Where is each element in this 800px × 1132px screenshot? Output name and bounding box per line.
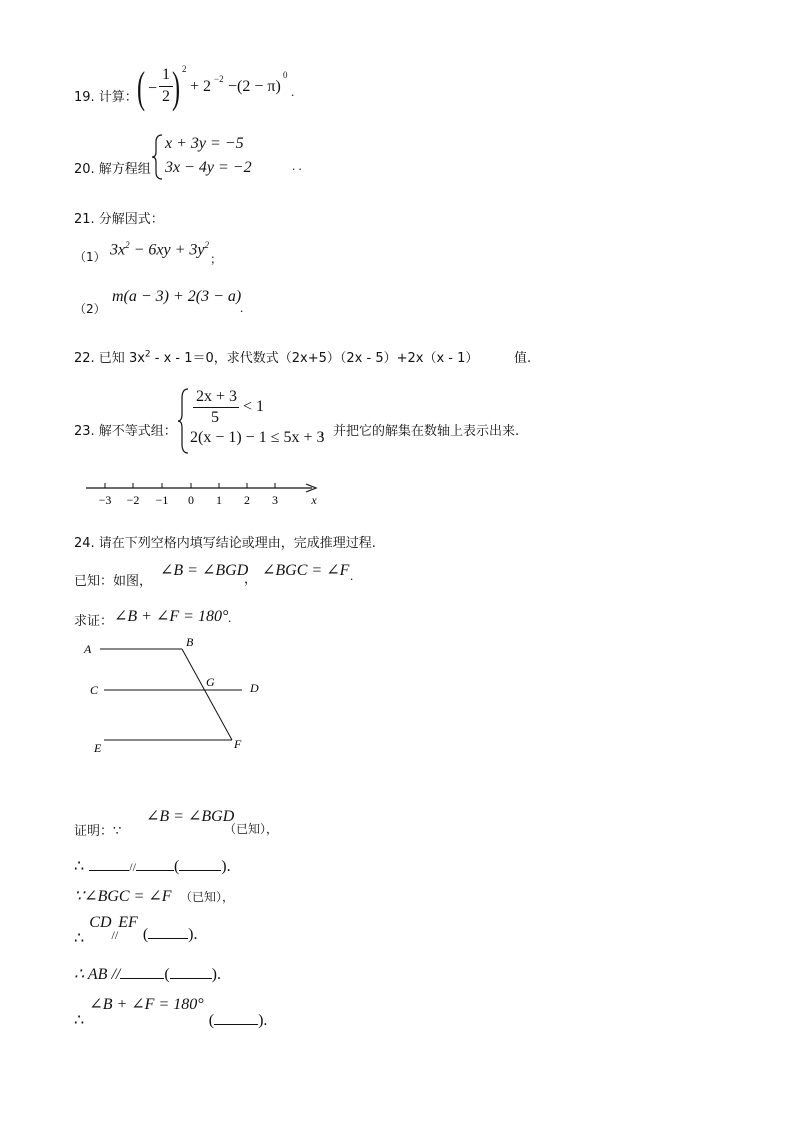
blank[interactable] [170,964,212,979]
q24-given-end: . [350,568,354,583]
q24-given-2: ∠BGC = ∠F [262,562,350,579]
point-label-A: A [84,642,92,656]
q24-prove-statement: ∠B + ∠F = 180° [114,608,229,625]
q20-equation-1: x + 3y = −5 [165,135,244,152]
proof-line6: ∴ ∠B + ∠F = 180° ( ). [74,996,268,1029]
blank[interactable] [120,964,164,979]
q21-part2-label: （2） [74,302,106,316]
q24-given-sep: ， [244,572,258,587]
q20-equation-2: 3x − 4y = −2 [165,159,252,176]
blank[interactable] [214,1010,258,1025]
q23-number-line [80,476,330,510]
q24-geometry-figure [80,634,280,760]
q21-part2-end: . [240,300,244,315]
proof-line4: ∴ $CD_{//}EF$ ( ). [74,914,198,947]
q20-end: . . [292,158,302,173]
line-BF [182,649,232,740]
point-label-C: C [90,683,99,697]
q23-inequality-1-tail: < 1 [243,398,265,415]
q19-numerator: 1 [162,66,170,83]
proof-line3: ∵∠BGC = ∠F [74,888,172,905]
q21-label: 21. 分解因式： [74,212,164,227]
q22-text: 22. 已知 $3x^2 - x - 1=0$，求代数式（2x+5）（2x - 5）+2x（x - 1） [74,349,479,366]
proof-line2: ∴ // ( ). [74,858,231,875]
tick-label: −2 [126,493,140,507]
point-label-G: G [206,675,215,689]
q19-label: 19. 计算： [74,90,138,105]
q23-fraction-bar [193,407,239,408]
q19-denominator: 2 [162,88,170,105]
q21-part1-end: ； [210,252,223,266]
point-label-E: E [94,741,102,755]
q19-plus-two: + 2 [190,78,212,95]
q24-prove-label: 求证： [74,614,114,629]
tick-label: 3 [272,493,278,507]
q23-fraction-numerator: 2x + 3 [196,388,238,405]
tick-label: 2 [244,493,250,507]
q21-part1-expression: $3x^2 - 6xy + 3y^2$ [110,240,210,259]
number-line-ticks [105,483,275,488]
proof-line3-reason: （已知）， [180,890,235,904]
blank[interactable] [89,856,129,871]
point-label-B: B [186,635,194,649]
blank[interactable] [148,924,188,939]
q24-label: 24. 请在下列空格内填写结论或理由，完成推理过程. [74,536,376,551]
proof-line1-expr: ∠B = ∠BGD [146,808,235,825]
tick-label: −3 [98,493,112,507]
q23-inequality-2: 2(x − 1) − 1 ≤ 5x + 3 [190,429,325,446]
q19-tail: −(2 − π) [228,78,281,95]
proof-line5: ∴ AB // ( ). [74,966,221,983]
blank[interactable] [179,856,221,871]
proof-line1-label: 证明：∵ [74,824,122,839]
q19-exponent-1: 2 [182,64,187,74]
axis-variable-label: x [311,493,317,507]
q24-prove-end: . [228,610,232,625]
tick-label: 1 [216,493,222,507]
q19-exponent-2: −2 [214,74,224,84]
q21-part2-expression: m(a − 3) + 2(3 − a) [112,288,242,305]
tick-label: 0 [188,493,194,507]
q19-minus: − [148,80,158,97]
q23-label: 23. 解不等式组： [74,424,177,439]
q19-close-paren: ) [172,63,181,112]
q24-given-1: ∠B = ∠BGD [160,562,249,579]
q19-fraction-bar [159,86,173,87]
proof-line1-reason: （已知）， [224,822,279,836]
q21-part1-label: （1） [74,250,106,264]
q22-tail: 值. [514,351,532,366]
q24-given-label: 已知：如图， [74,574,153,589]
q23-fraction-denominator: 5 [211,409,219,426]
q19-exponent-3: 0 [283,70,288,80]
q19-end: . [291,84,295,99]
point-label-D: D [250,681,259,695]
q23-brace-icon [178,388,190,454]
q20-label: 20. 解方程组 [74,162,151,177]
q23-suffix: ，并把它的解集在数轴上表示出来. [320,424,520,439]
q20-brace-icon [152,134,164,180]
point-label-F: F [234,737,242,751]
q19-open-paren: ( [137,63,146,112]
tick-label: −1 [155,493,169,507]
blank[interactable] [136,856,174,871]
